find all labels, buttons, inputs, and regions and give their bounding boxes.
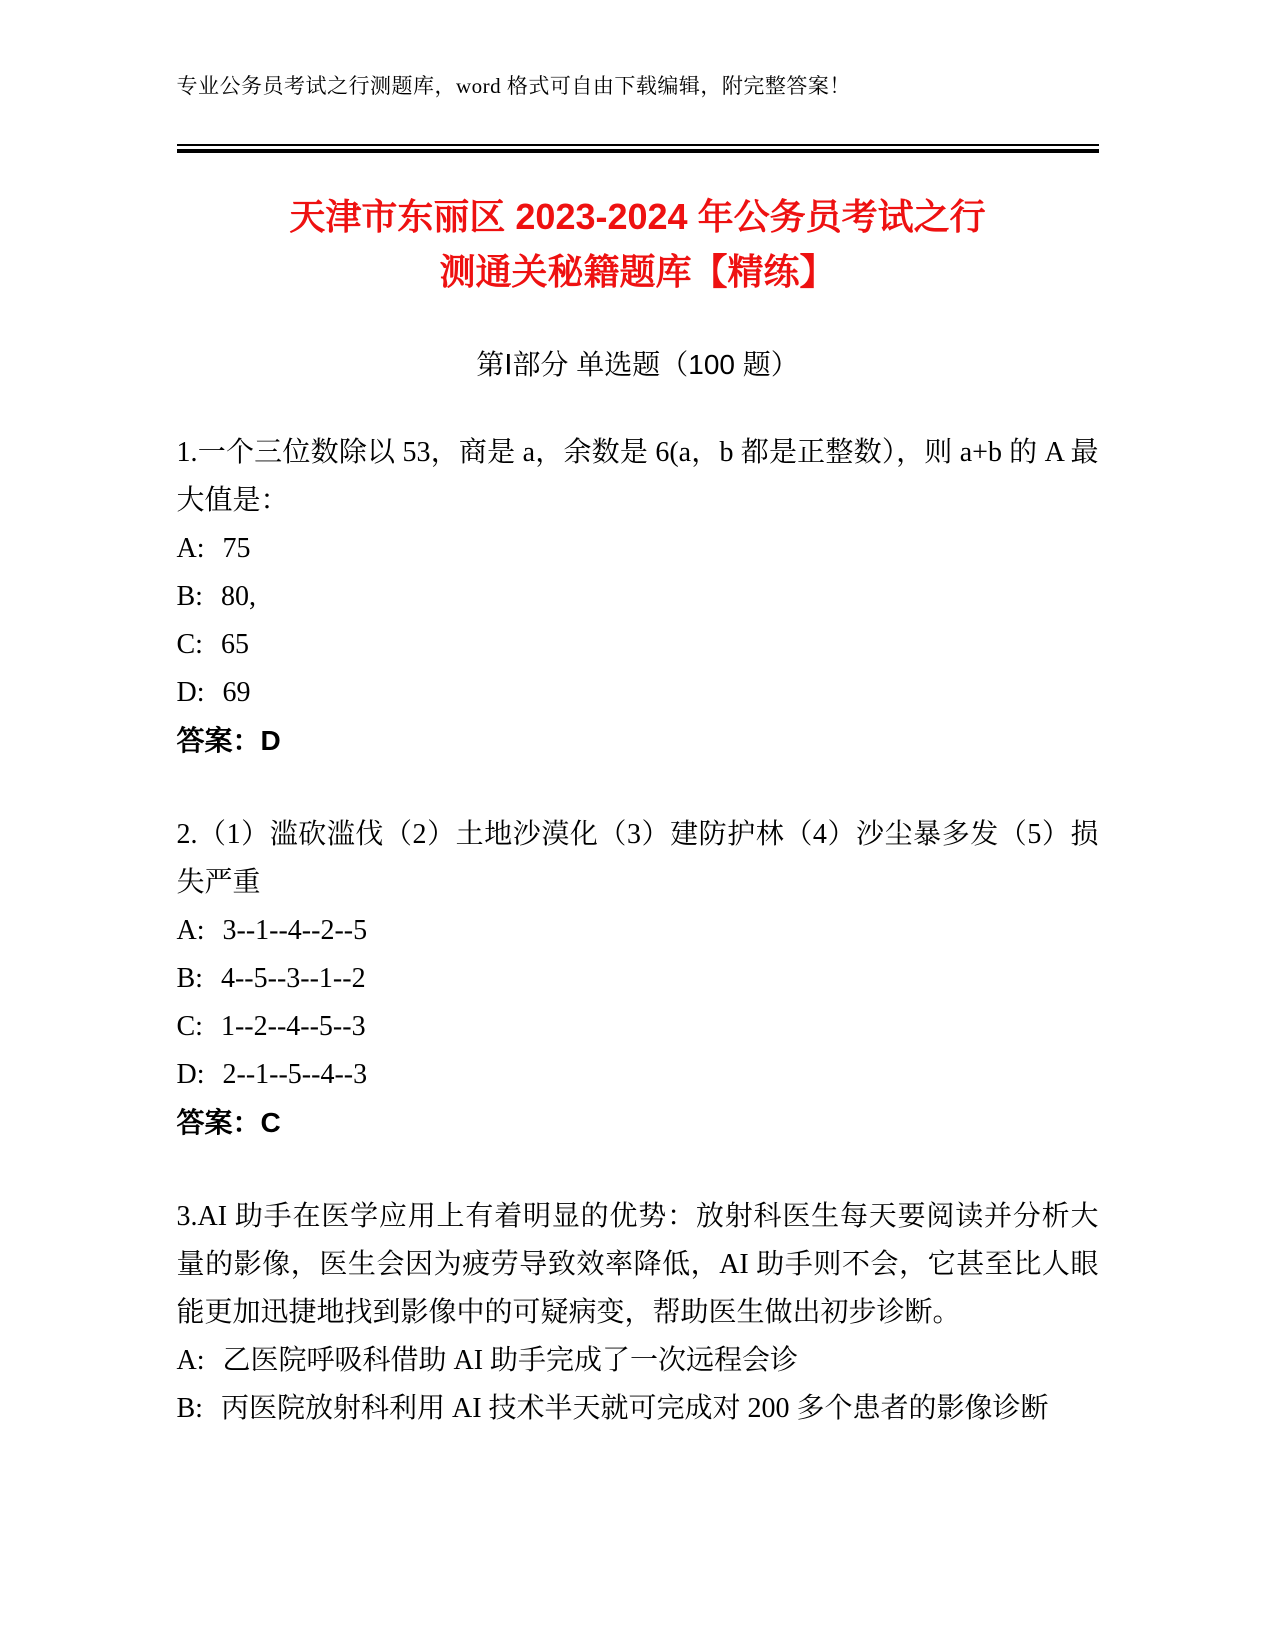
question-2-text: 2.（1）滥砍滥伐（2）土地沙漠化（3）建防护林（4）沙尘暴多发（5）损失严重 — [176, 819, 1099, 898]
question-3-text: 3.AI 助手在医学应用上有着明显的优势：放射科医生每天要阅读并分析大量的影像，医生会因为疲劳导致效率降低，AI 助手则不会，它甚至比人眼能更加迅捷地找到影像中的可疑病变，帮助医生做出初步诊断。 — [176, 1201, 1099, 1328]
question-3-option-a — [177, 1337, 1099, 1385]
option-label: C: — [176, 629, 203, 660]
question-1-option-c — [177, 621, 1099, 669]
answer-label: 答案： — [176, 1107, 261, 1138]
question-2-option-c — [177, 1003, 1099, 1051]
option-label: A: — [176, 533, 205, 564]
section-heading: 第Ⅰ部分 单选题（100 题） — [476, 349, 799, 380]
question-2-option-a — [177, 907, 1099, 955]
question-1-option-d — [177, 669, 1099, 717]
header-divider — [177, 144, 1099, 153]
option-value: 75 — [222, 533, 251, 564]
question-3 — [177, 1193, 1099, 1433]
option-value: 69 — [222, 677, 251, 708]
option-value: 80, — [220, 581, 256, 612]
option-value: 乙医院呼吸科借助 AI 助手完成了一次远程会诊 — [222, 1345, 799, 1376]
option-label: C: — [176, 1011, 203, 1042]
option-label: D: — [176, 1059, 205, 1090]
option-value: 丙医院放射科利用 AI 技术半天就可完成对 200 多个患者的影像诊断 — [220, 1393, 1049, 1424]
option-label: D: — [176, 677, 205, 708]
doc-title-line-2: 测通关秘籍题库【精练】 — [439, 251, 836, 292]
document-content — [177, 0, 1099, 1433]
question-1-text: 1.一个三位数除以 53，商是 a，余数是 6(a，b 都是正整数），则 a+b 的 A 最大值是： — [176, 437, 1099, 516]
question-1-answer-row — [177, 717, 1099, 765]
option-value: 2--1--5--4--3 — [222, 1059, 368, 1090]
question-1-option-a — [177, 525, 1099, 573]
option-label: B: — [176, 581, 203, 612]
question-1-option-b — [177, 573, 1099, 621]
option-label: B: — [176, 963, 203, 994]
header-note: 专业公务员考试之行测题库，word 格式可自由下载编辑，附完整答案！ — [176, 74, 851, 98]
answer-value: D — [260, 725, 281, 756]
option-value: 4--5--3--1--2 — [220, 963, 366, 994]
question-2-answer-row — [177, 1099, 1099, 1147]
option-value: 65 — [220, 629, 249, 660]
option-label: A: — [176, 915, 205, 946]
option-label: B: — [176, 1393, 203, 1424]
option-value: 3--1--4--2--5 — [222, 915, 368, 946]
question-1 — [177, 429, 1099, 765]
option-value: 1--2--4--5--3 — [220, 1011, 366, 1042]
question-2-option-d — [177, 1051, 1099, 1099]
question-2-option-b — [177, 955, 1099, 1003]
option-label: A: — [176, 1345, 205, 1376]
question-2 — [177, 811, 1099, 1147]
question-3-option-b — [177, 1385, 1099, 1433]
answer-label: 答案： — [176, 725, 261, 756]
doc-title-line-1: 天津市东丽区 2023-2024 年公务员考试之行 — [289, 196, 986, 237]
doc-title — [177, 189, 1099, 299]
answer-value: C — [260, 1107, 281, 1138]
